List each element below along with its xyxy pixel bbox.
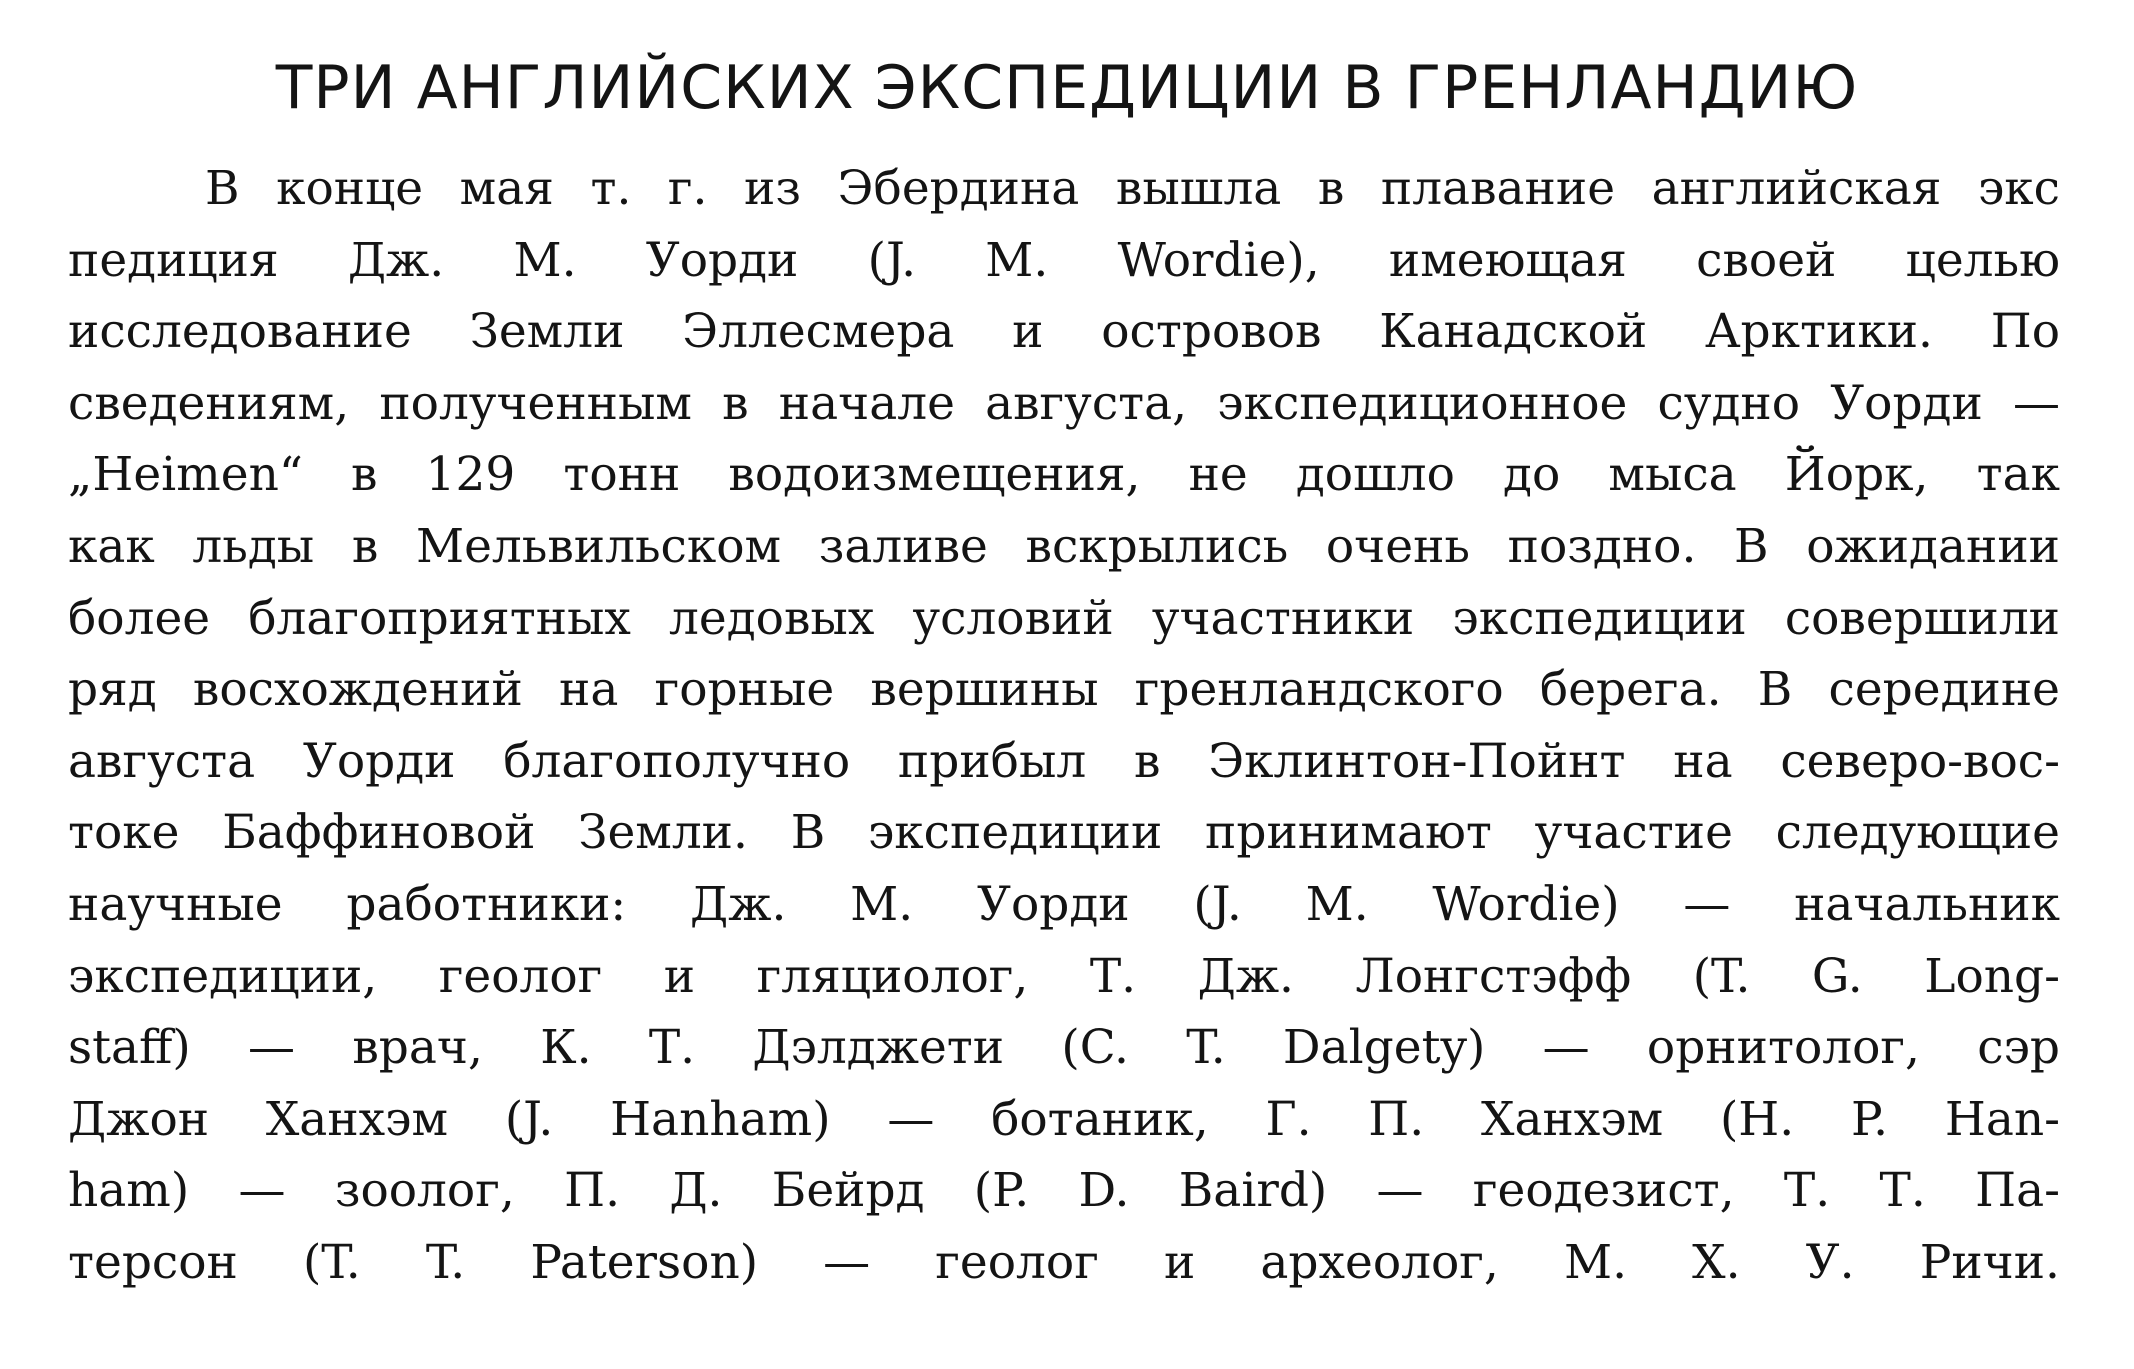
text-line: как льды в Мельвильском заливе вскрылись очень поздно. В ожидании <box>68 518 2060 574</box>
article-body <box>68 153 2060 1299</box>
text-line: педиция Дж. М. Уорди (J. M. Wordie), имеющая своей целью <box>68 232 2060 288</box>
text-line: В конце мая т. г. из Эбердина вышла в плавание английская экс <box>205 161 2060 216</box>
text-line: августа Уорди благополучно прибыл в Эклинтон-Пойнт на северо-вос- <box>68 733 2060 789</box>
text-line: терсон (T. T. Paterson) — геолог и археолог, М. Х. У. Ричи. <box>68 1234 2060 1290</box>
text-line: экспедиции, геолог и гляциолог, Т. Дж. Лонгстэфф (T. G. Long- <box>68 948 2060 1004</box>
text-line: „Heimen“ в 129 тонн водоизмещения, не дошло до мыса Йорк, так <box>68 447 2060 503</box>
text-line: более благоприятных ледовых условий участники экспедиции совершили <box>68 590 2060 646</box>
text-line: Джон Ханхэм (J. Hanham) — ботаник, Г. П. Ханхэм (H. P. Han- <box>68 1091 2060 1147</box>
article-title: ТРИ АНГЛИЙСКИХ ЭКСПЕДИЦИИ В ГРЕНЛАНДИЮ <box>275 53 1859 123</box>
text-line: сведениям, полученным в начале августа, экспедиционное судно Уорди — <box>68 375 2060 431</box>
text-line: staff) — врач, К. Т. Дэлджети (C. T. Dalgety) — орнитолог, сэр <box>68 1020 2060 1076</box>
text-line: токе Баффиновой Земли. В экспедиции принимают участие следующие <box>68 805 2060 861</box>
text-line: научные работники: Дж. М. Уорди (J. M. Wordie) — начальник <box>68 876 2060 932</box>
text-line: исследование Земли Эллесмера и островов Канадской Арктики. По <box>68 304 2060 360</box>
text-line: ряд восхождений на горные вершины гренландского берега. В середине <box>68 662 2060 718</box>
text-line: ham) — зоолог, П. Д. Бейрд (P. D. Baird) — геодезист, Т. Т. Па- <box>68 1163 2060 1219</box>
